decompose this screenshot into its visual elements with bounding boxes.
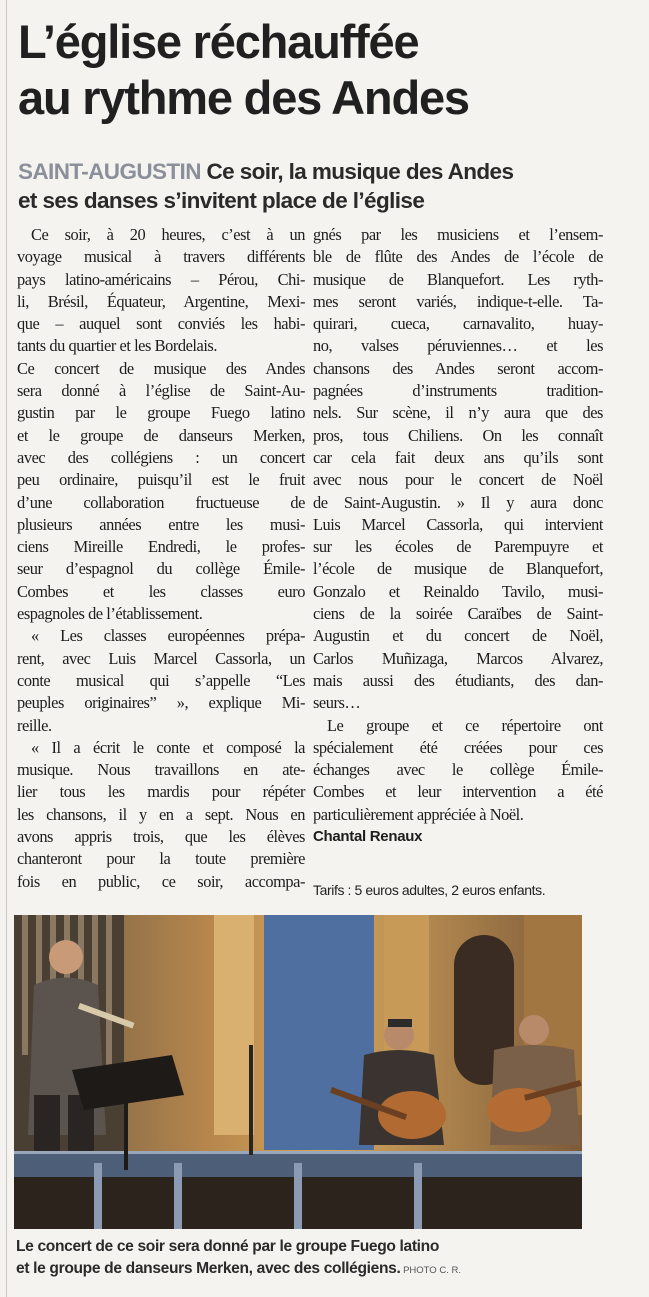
concert-photo-illustration xyxy=(14,915,582,1229)
body-line: sur les écoles de Parempuyre et xyxy=(313,537,603,557)
body-line: l’école de musique de Blanquefort, xyxy=(313,559,603,579)
article-column-left xyxy=(17,224,305,893)
subhead-line-2: et ses danses s’invitent place de l’église xyxy=(18,188,425,213)
tarifs-note: Tarifs : 5 euros adultes, 2 euros enfants. xyxy=(313,882,546,898)
body-line: Augustin et du concert de Noël, xyxy=(313,626,603,646)
body-line: tants du quartier et les Bordelais. xyxy=(17,336,218,356)
body-line: no, valses péruviennes… et les xyxy=(313,336,603,356)
body-line: Combes et leur intervention a été xyxy=(313,782,603,802)
caption-line-2 xyxy=(16,1258,616,1282)
body-line: pagnées d’instruments tradition- xyxy=(313,381,603,401)
body-line: sera donné à l’église de Saint-Au- xyxy=(17,381,305,401)
body-line: gnés par les musiciens et l’ensem- xyxy=(313,225,603,244)
body-line: que – auquel sont conviés les habi- xyxy=(17,314,305,334)
subhead xyxy=(18,157,638,215)
body-line: plusieurs années entre les musi- xyxy=(17,514,305,534)
body-line: « Les classes européennes prépa- xyxy=(31,626,305,646)
author-signature: Chantal Renaux xyxy=(313,828,423,846)
body-line: espagnoles de l’établissement. xyxy=(17,604,203,624)
photo-credit: PHOTO C. R. xyxy=(400,1265,461,1276)
body-line: rent, avec Luis Marcel Cassorla, un xyxy=(17,648,305,668)
body-line: musique. Nous travaillons en ate- xyxy=(17,760,305,780)
body-line: peu ordinaire, puisqu’il est le fruit xyxy=(17,470,305,490)
concert-photo xyxy=(14,915,582,1229)
article-column-right xyxy=(313,224,603,848)
body-line: d’une collaboration fructueuse de xyxy=(17,492,305,512)
headline xyxy=(18,14,638,126)
body-line: les chansons, il y en a sept. Nous en xyxy=(17,804,305,824)
photo-caption xyxy=(16,1236,616,1282)
headline-line-1: L’église réchauffée xyxy=(18,15,419,68)
body-line: Ce concert de musique des Andes xyxy=(17,358,305,378)
body-line: Ce soir, à 20 heures, c’est à un xyxy=(31,225,305,244)
caption-line-1: Le concert de ce soir sera donné par le groupe Fuego latino xyxy=(16,1238,440,1255)
body-line: de Saint-Augustin. » Il y aura donc xyxy=(313,492,603,512)
body-line: chansons des Andes seront accom- xyxy=(313,358,603,378)
body-line: gustin par le groupe Fuego latino xyxy=(17,403,305,423)
body-line: nels. Sur scène, il n’y aura que des xyxy=(313,403,603,423)
body-line: « Il a écrit le conte et composé la xyxy=(31,737,305,757)
body-line: mais aussi des étudiants, des dan- xyxy=(313,670,603,690)
body-line: Gonzalo et Reinaldo Tavilo, musi- xyxy=(313,581,603,601)
body-line: conte musical qui s’appelle “Les xyxy=(17,670,305,690)
subhead-text-1: Ce soir, la musique des Andes xyxy=(200,159,514,184)
body-line: li, Brésil, Équateur, Argentine, Mexi- xyxy=(17,291,305,311)
body-line: ciens Mireille Endredi, le profes- xyxy=(17,537,305,557)
body-line: voyage musical à travers différents xyxy=(17,247,305,267)
body-line: échanges avec le collège Émile- xyxy=(313,760,603,780)
body-line: Combes et les classes euro xyxy=(17,581,305,601)
body-line: peuples originaires” », explique Mi- xyxy=(17,693,305,713)
body-line: pays latino-américains – Pérou, Chi- xyxy=(17,269,305,289)
body-line: seurs… xyxy=(313,693,361,713)
body-line: pros, tous Chiliens. On les connaît xyxy=(313,425,603,445)
body-line: Carlos Muñizaga, Marcos Alvarez, xyxy=(313,648,603,668)
caption-text-2: et le groupe de danseurs Merken, avec des collégiens. xyxy=(16,1260,401,1277)
headline-line-2: au rythme des Andes xyxy=(18,71,469,124)
body-line: reille. xyxy=(17,715,52,735)
body-line: seur d’espagnol du collège Émile- xyxy=(17,559,305,579)
body-line: et le groupe de danseurs Merken, xyxy=(17,425,305,445)
body-line: chanteront pour la toute première xyxy=(17,849,305,869)
body-line: fois en public, ce soir, accompa- xyxy=(17,871,305,891)
body-line: musique de Blanquefort. Les ryth- xyxy=(313,269,603,289)
subhead-line-1 xyxy=(18,157,638,186)
body-line: mes seront variés, indique-t-elle. Ta- xyxy=(313,291,603,311)
body-line: ble de flûte des Andes de l’école de xyxy=(313,247,603,267)
body-line: ciens de la soirée Caraïbes de Saint- xyxy=(313,604,603,624)
body-line: avons appris trois, que les élèves xyxy=(17,827,305,847)
body-line: car cela fait deux ans qu’ils sont xyxy=(313,447,603,467)
body-line: quirari, cueca, carnavalito, huay- xyxy=(313,314,603,334)
body-line: spécialement été créées pour ces xyxy=(313,737,603,757)
body-line: particulièrement appréciée à Noël. xyxy=(313,804,524,824)
body-line: lier tous les mardis pour répéter xyxy=(17,782,305,802)
page-edge xyxy=(6,0,7,1297)
body-line: Luis Marcel Cassorla, qui intervient xyxy=(313,514,603,534)
body-line: avec des collégiens : un concert xyxy=(17,447,305,467)
body-line: avec nous pour le concert de Noël xyxy=(313,470,603,490)
subhead-kicker: SAINT-AUGUSTIN xyxy=(18,159,201,184)
body-line: Le groupe et ce répertoire ont xyxy=(327,715,603,735)
